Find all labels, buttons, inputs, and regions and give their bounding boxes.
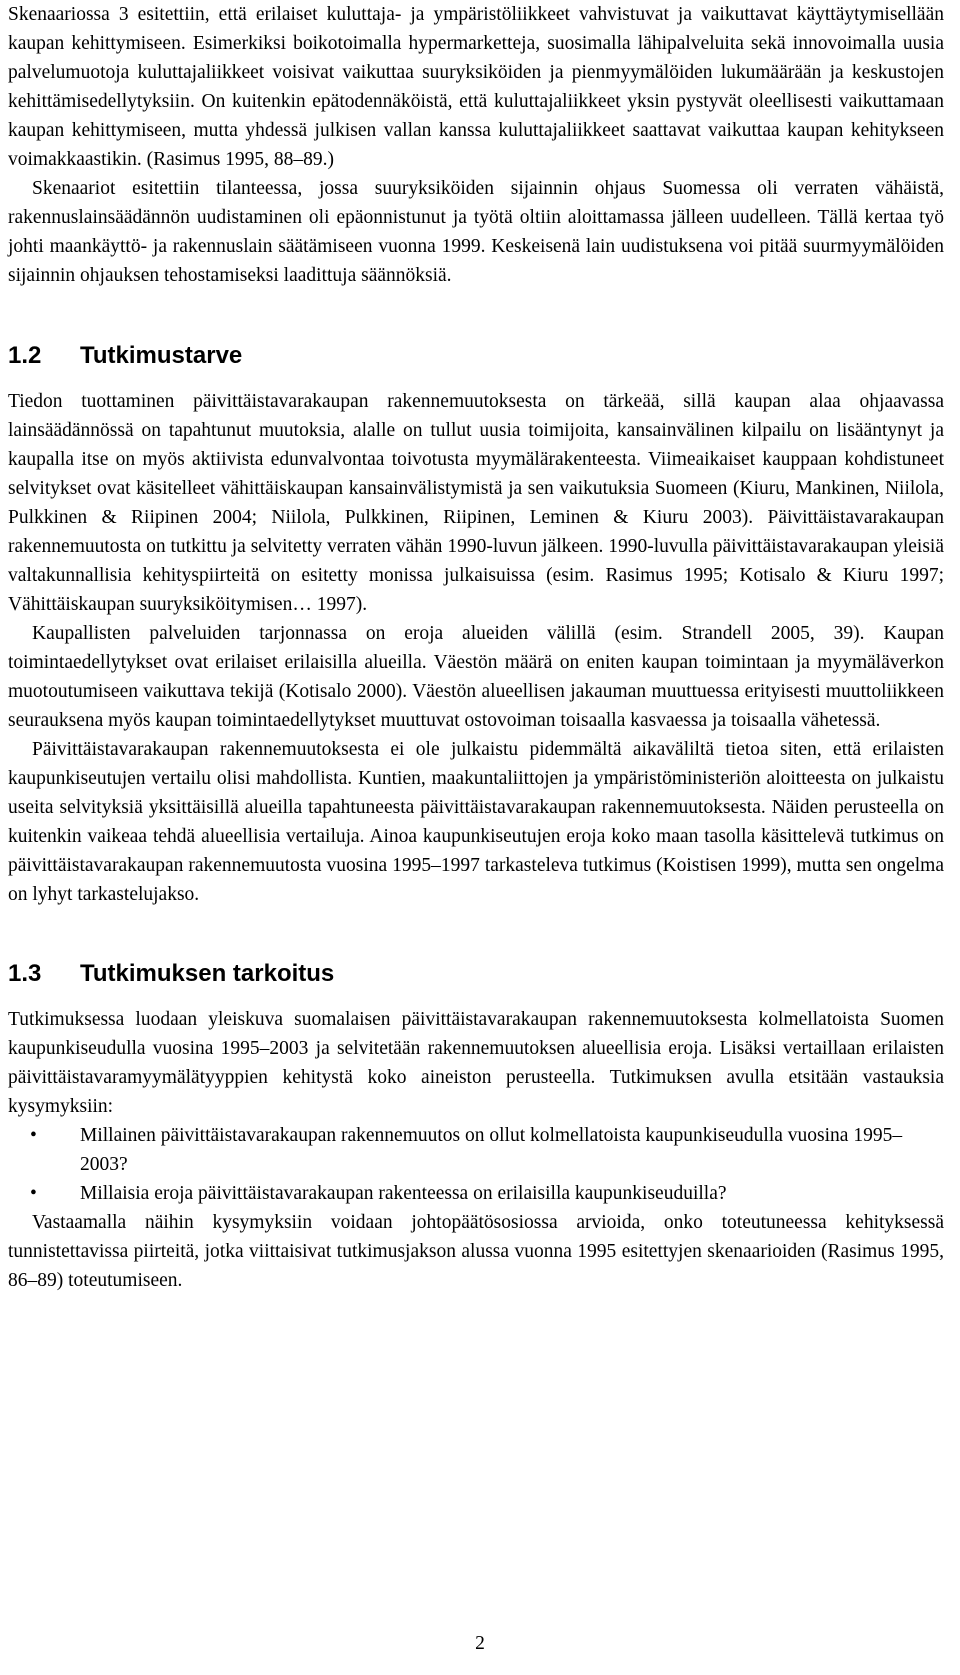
section-number: 1.3 [8, 960, 42, 987]
tutkimustarve-paragraph-3: Päivittäistavarakaupan rakennemuutoksesta ei ole julkaistu pidemmältä aikaväliltä tietoa siten, että erilaisten kaupunkiseutujen vertailu olisi mahdollista. Kuntien, maakuntaliittojen ja ympäristöministeriön aloitteesta on julkaistu useita selvityksiä yksittäisillä alueilla tapahtuneesta päivittäistavarakaupan rakennemuutoksesta. Näiden perusteella on kuitenkin vaikeaa tehdä alueellisia vertailuja. Ainoa kaupunkiseutujen eroja koko maan tasolla käsittelevä tutkimus on päivittäistavarakaupan rakennemuutosta vuosina 1995–1997 tarkasteleva tutkimus (Koistisen 1999), mutta sen ongelma on lyhyt tarkastelujakso. [8, 739, 944, 905]
tarkoitus-paragraph-2: Vastaamalla näihin kysymyksiin voidaan johtopäätösosiossa arvioida, onko toteutuneessa kehityksessä tunnistettavissa piirteitä, jotka viittaisivat tutkimusjakson alussa vuonna 1995 esitettyjen skenaarioiden (Rasimus 1995, 86–89) toteutumiseen. [8, 1212, 944, 1291]
document-page [8, 0, 944, 1295]
bullet-icon: • [30, 1183, 37, 1204]
section-title: Tutkimuksen tarkoitus [80, 960, 335, 987]
intro-paragraph-2: Skenaariot esitettiin tilanteessa, jossa suuryksiköiden sijainnin ohjaus Suomessa oli verraten vähäistä, rakennuslainsäädännön uudistaminen oli epäonnistunut ja työtä oltiin aloittamassa jälleen uudelleen. Tällä kertaa työ johti maankäyttö- ja rakennuslain säätämiseen vuonna 1999. Keskeisenä lain uudistuksena voi pitää suurmyymälöiden sijainnin ohjauksen tehostamiseksi laadittuja säännöksiä. [8, 178, 944, 286]
section-heading-tutkimuksen-tarkoitus [8, 959, 944, 989]
tutkimustarve-paragraph-2: Kaupallisten palveluiden tarjonnassa on eroja alueiden välillä (esim. Strandell 2005, 39). Kaupan toimintaedellytykset ovat erilaiset erilaisilla alueilla. Väestön määrä on eniten kaupan toimintaan ja myymäläverkon muotoutumiseen vaikuttava tekijä (Kotisalo 2000). Väestön alueellisen jakauman muuttuessa erityisesti muuttoliikkeen seurauksena myös kaupan toimintaedellytykset muuttuvat ostovoiman toisaalla kasvaessa ja toisaalla vähetessä. [8, 623, 944, 731]
section-heading-tutkimustarve [8, 341, 944, 371]
section-title: Tutkimustarve [80, 342, 243, 369]
list-item [8, 1179, 944, 1208]
tutkimustarve-paragraph-1: Tiedon tuottaminen päivittäistavarakaupan rakennemuutoksesta on tärkeää, sillä kaupan alaa ohjaavassa lainsäädännössä on tapahtunut muutoksia, alalle on tullut uusia toimijoita, kansainvälinen kilpailu on lisääntynyt ja kaupalla itse on myös aktiivista edunvalvontaa toivotusta myymälärakenteesta. Viimeaikaiset kauppaan kohdistuneet selvitykset ovat käsitelleet vähittäiskaupan kansainvälistymistä ja sen vaikutuksia Suomeen (Kiuru, Mankinen, Niilola, Pulkkinen & Riipinen 2004; Niilola, Pulkkinen, Riipinen, Leminen & Kiuru 2003). Päivittäistavarakaupan rakennemuutosta on tutkittu ja selvitetty verraten vähän 1990-luvun jälkeen. 1990-luvulla päivittäistavarakaupan yleisiä valtakunnallisia kehityspiirteitä on esitetty monissa julkaisuissa (esim. Rasimus 1995; Kotisalo & Kiuru 1997; Vähittäiskaupan suuryksiköitymisen… 1997). [8, 391, 944, 615]
bullet-icon: • [30, 1125, 37, 1146]
question-text: Millaisia eroja päivittäistavarakaupan rakenteessa on erilaisilla kaupunkiseuduilla? [80, 1183, 727, 1204]
question-text: Millainen päivittäistavarakaupan rakennemuutos on ollut kolmellatoista kaupunkiseudulla vuosina 1995–2003? [80, 1125, 903, 1175]
page-number: 2 [475, 1633, 485, 1654]
tarkoitus-paragraph-1: Tutkimuksessa luodaan yleiskuva suomalaisen päivittäistavarakaupan rakennemuutoksesta kolmellatoista Suomen kaupunkiseudulla vuosina 1995–2003 ja selvitetään rakennemuutoksen alueellisia eroja. Lisäksi vertaillaan erilaisten päivittäistavaramyymälätyyppien kehitystä koko aineiston perusteella. Tutkimuksen avulla etsitään vastauksia kysymyksiin: [8, 1009, 944, 1117]
research-questions-list [8, 1121, 944, 1208]
section-number: 1.2 [8, 342, 42, 369]
intro-paragraph-1: Skenaariossa 3 esitettiin, että erilaiset kuluttaja- ja ympäristöliikkeet vahvistuvat ja vaikuttavat käyttäytymisellään kaupan kehittymiseen. Esimerkiksi boikotoimalla hypermarketteja, suosimalla lähipalveluita sekä innovoimalla uusia palvelumuotoja kuluttajaliikkeet voisivat vaikuttaa suuryksiköiden ja pienmyymälöiden lukumäärään ja keskustojen kehittämisedellytyksiin. On kuitenkin epätodennäköistä, että kuluttajaliikkeet yksin pystyvät oleellisesti vaikuttamaan kaupan kehittymiseen, mutta yhdessä julkisen vallan kanssa kuluttajaliikkeet saattavat vaikuttaa kaupan kehitykseen voimakkaastikin. (Rasimus 1995, 88–89.) [8, 4, 944, 170]
list-item [8, 1121, 944, 1179]
